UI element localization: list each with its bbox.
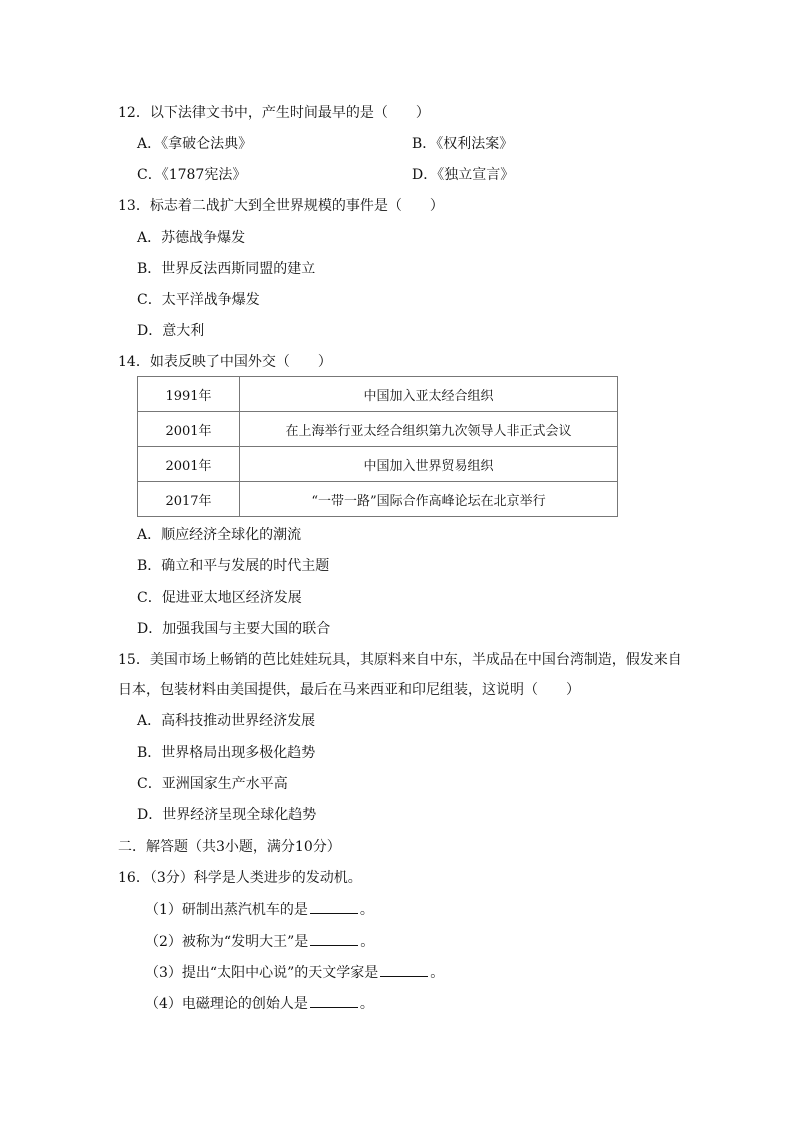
question-13-option-b: B．世界反法西斯同盟的建立 [137, 261, 316, 277]
answer-blank[interactable] [310, 931, 358, 946]
item-suffix: 。 [360, 934, 375, 950]
question-12-option-b: B．《权利法案》 [412, 136, 514, 152]
question-16-item-2 [145, 931, 374, 952]
item-suffix: 。 [359, 902, 374, 918]
question-13-option-d: D．意大利 [137, 323, 205, 339]
question-15-option-a: A．高科技推动世界经济发展 [137, 713, 316, 729]
table-row [138, 447, 618, 482]
table-row [138, 482, 618, 517]
section-2-title: 二．解答题（共3小题，满分10分） [118, 839, 341, 855]
question-16-item-4 [145, 993, 374, 1014]
table-cell-event: 中国加入世界贸易组织 [240, 447, 618, 482]
question-14-option-b: B．确立和平与发展的时代主题 [137, 558, 330, 574]
table-cell-year: 2001年 [138, 412, 240, 447]
question-14-option-a: A．顺应经济全球化的潮流 [137, 527, 302, 543]
question-13-stem: 13．标志着二战扩大到全世界规模的事件是（ ） [118, 198, 444, 214]
item-prefix: （3）提出“太阳中心说”的天文学家是 [145, 965, 379, 981]
table-cell-year: 2001年 [138, 447, 240, 482]
table-cell-year: 1991年 [138, 377, 240, 412]
question-12-stem: 12．以下法律文书中，产生时间最早的是（ ） [118, 105, 430, 121]
question-15-stem-line1: 15．美国市场上畅销的芭比娃娃玩具，其原料来自中东，半成品在中国台湾制造，假发来自 [118, 652, 682, 668]
question-13-option-a: A．苏德战争爆发 [137, 230, 246, 246]
question-15-option-d: D．世界经济呈现全球化趋势 [137, 807, 317, 823]
table-cell-year: 2017年 [138, 482, 240, 517]
table-row [138, 412, 618, 447]
item-prefix: （2）被称为“发明大王”是 [145, 934, 309, 950]
answer-blank[interactable] [310, 993, 358, 1008]
table-cell-event: 在上海举行亚太经合组织第九次领导人非正式会议 [240, 412, 618, 447]
item-suffix: 。 [359, 996, 374, 1012]
item-prefix: （1）研制出蒸汽机车的是 [145, 902, 308, 918]
question-14-option-c: C．促进亚太地区经济发展 [137, 590, 302, 606]
question-14-option-d: D．加强我国与主要大国的联合 [137, 621, 331, 637]
question-13-option-c: C．太平洋战争爆发 [137, 292, 260, 308]
question-15-option-c: C．亚洲国家生产水平高 [137, 776, 288, 792]
item-prefix: （4）电磁理论的创始人是 [145, 996, 308, 1012]
question-12-option-d: D．《独立宣言》 [412, 167, 515, 183]
table-cell-event: “一带一路”国际合作高峰论坛在北京举行 [240, 482, 618, 517]
answer-blank[interactable] [380, 962, 428, 977]
question-12-option-c: C．《1787宪法》 [137, 167, 247, 183]
question-16-stem: 16．（3分）科学是人类进步的发动机。 [118, 870, 362, 886]
question-16-item-3 [145, 962, 444, 983]
diplomacy-table [137, 376, 618, 517]
question-12-option-a: A．《拿破仑法典》 [137, 136, 253, 152]
question-15-stem-line2: 日本，包装材料由美国提供，最后在马来西亚和印尼组装，这说明（ ） [118, 682, 580, 698]
item-suffix: 。 [430, 965, 445, 981]
question-15-option-b: B．世界格局出现多极化趋势 [137, 745, 316, 761]
table-row [138, 377, 618, 412]
table-cell-event: 中国加入亚太经合组织 [240, 377, 618, 412]
answer-blank[interactable] [310, 899, 358, 914]
question-16-item-1 [145, 899, 374, 920]
question-14-stem: 14．如表反映了中国外交（ ） [118, 354, 332, 370]
